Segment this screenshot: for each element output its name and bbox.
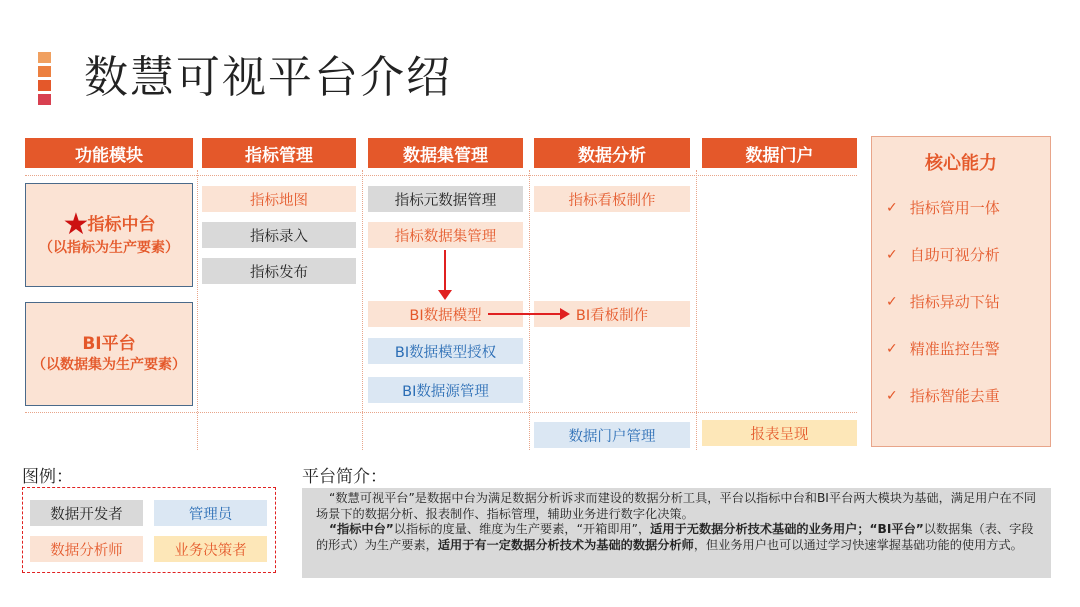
legend-decision-maker: 业务决策者: [154, 536, 267, 562]
grid-line-v4: [696, 170, 697, 450]
core-item: [886, 197, 1000, 218]
grid-line-bottom: [25, 412, 857, 413]
header-data-portal: 数据门户: [702, 138, 857, 168]
module-subtitle: （以数据集为生产要素）: [32, 357, 186, 373]
core-title: 核心能力: [925, 153, 997, 174]
intro-text: ，但业务用户也可以通过学习快速掌握基础功能的使用方式。: [693, 537, 1023, 552]
header-dataset-mgmt: 数据集管理: [368, 138, 523, 168]
intro-label: 平台简介：: [302, 467, 387, 487]
check-icon: ✓: [886, 387, 898, 404]
intro-emphasis: “指标中台”: [329, 522, 394, 537]
core-item: [886, 338, 1000, 359]
intro-text: 以数据集（表、字段的形式）为生产要素，: [316, 522, 1034, 552]
title-bar-3: [38, 80, 51, 91]
title-bar-4: [38, 94, 51, 105]
feature-bi-source[interactable]: BI数据源管理: [368, 377, 523, 403]
intro-paragraph-2: [316, 522, 1041, 553]
legend-label: 图例：: [22, 467, 73, 487]
grid-line-v3: [529, 170, 530, 450]
intro-paragraph-1: “数慧可视平台”是数据中台为满足数据分析诉求而建设的数据分析工具，平台以指标中台和BI平台两大模块为基础，满足用户在不同场景下的数据分析、报表制作、指标管理，辅助业务进行数字化决策。: [316, 491, 1037, 521]
legend-analyst: 数据分析师: [30, 536, 143, 562]
header-metric-mgmt: 指标管理: [202, 138, 356, 168]
header-module: 功能模块: [25, 138, 193, 168]
arrow-down: [444, 250, 446, 292]
core-item-label: 指标智能去重: [909, 387, 1000, 405]
grid-line-v1: [197, 170, 198, 450]
core-item: [886, 291, 1000, 312]
module-name: BI平台: [82, 334, 136, 354]
legend-developer: 数据开发者: [30, 500, 143, 526]
arrow-right: [488, 313, 560, 315]
core-item-label: 指标异动下钻: [909, 293, 1000, 311]
feature-metric-board[interactable]: 指标看板制作: [534, 186, 690, 212]
feature-metric-map[interactable]: 指标地图: [202, 186, 356, 212]
check-icon: ✓: [886, 293, 898, 310]
core-item-label: 指标管用一体: [909, 199, 1000, 217]
title-bar-1: [38, 52, 51, 63]
page-title: 数慧可视平台介绍: [84, 52, 452, 103]
feature-bi-model[interactable]: BI数据模型: [368, 301, 523, 327]
arrow-right-head: [560, 308, 570, 320]
intro-emphasis: 适用于无数据分析技术基础的业务用户；“BI平台”: [650, 522, 924, 537]
feature-bi-board[interactable]: BI看板制作: [534, 301, 690, 327]
legend-admin: 管理员: [154, 500, 267, 526]
header-data-analysis: 数据分析: [534, 138, 690, 168]
feature-report[interactable]: 报表呈现: [702, 420, 857, 446]
grid-line-top: [25, 175, 857, 176]
module-name: 指标中台: [87, 215, 156, 235]
core-item-label: 自助可视分析: [909, 246, 1000, 264]
title-bar-2: [38, 66, 51, 77]
feature-metric-dataset[interactable]: 指标数据集管理: [368, 222, 523, 248]
star-icon: ★: [62, 207, 90, 242]
check-icon: ✓: [886, 246, 898, 263]
module-bi-platform[interactable]: [25, 302, 193, 406]
feature-bi-model-auth[interactable]: BI数据模型授权: [368, 338, 523, 364]
module-subtitle: （以指标为生产要素）: [39, 240, 179, 256]
intro-emphasis: 适用于有一定数据分析技术为基础的数据分析师: [437, 537, 694, 552]
core-item: [886, 385, 1000, 406]
feature-portal-mgmt[interactable]: 数据门户管理: [534, 422, 690, 448]
arrow-down-head: [438, 290, 452, 300]
check-icon: ✓: [886, 199, 898, 216]
check-icon: ✓: [886, 340, 898, 357]
core-item: [886, 244, 1000, 265]
grid-line-v2: [362, 170, 363, 450]
core-item-label: 精准监控告警: [909, 340, 1000, 358]
core-capabilities-panel: [871, 136, 1051, 447]
module-metric-center[interactable]: [25, 183, 193, 287]
intro-text: 以指标的度量、维度为生产要素，“开箱即用”，: [393, 522, 651, 537]
feature-metric-entry[interactable]: 指标录入: [202, 222, 356, 248]
title-decoration: [38, 52, 51, 108]
feature-metric-metadata[interactable]: 指标元数据管理: [368, 186, 523, 212]
feature-metric-publish[interactable]: 指标发布: [202, 258, 356, 284]
intro-text-box: [302, 488, 1051, 578]
